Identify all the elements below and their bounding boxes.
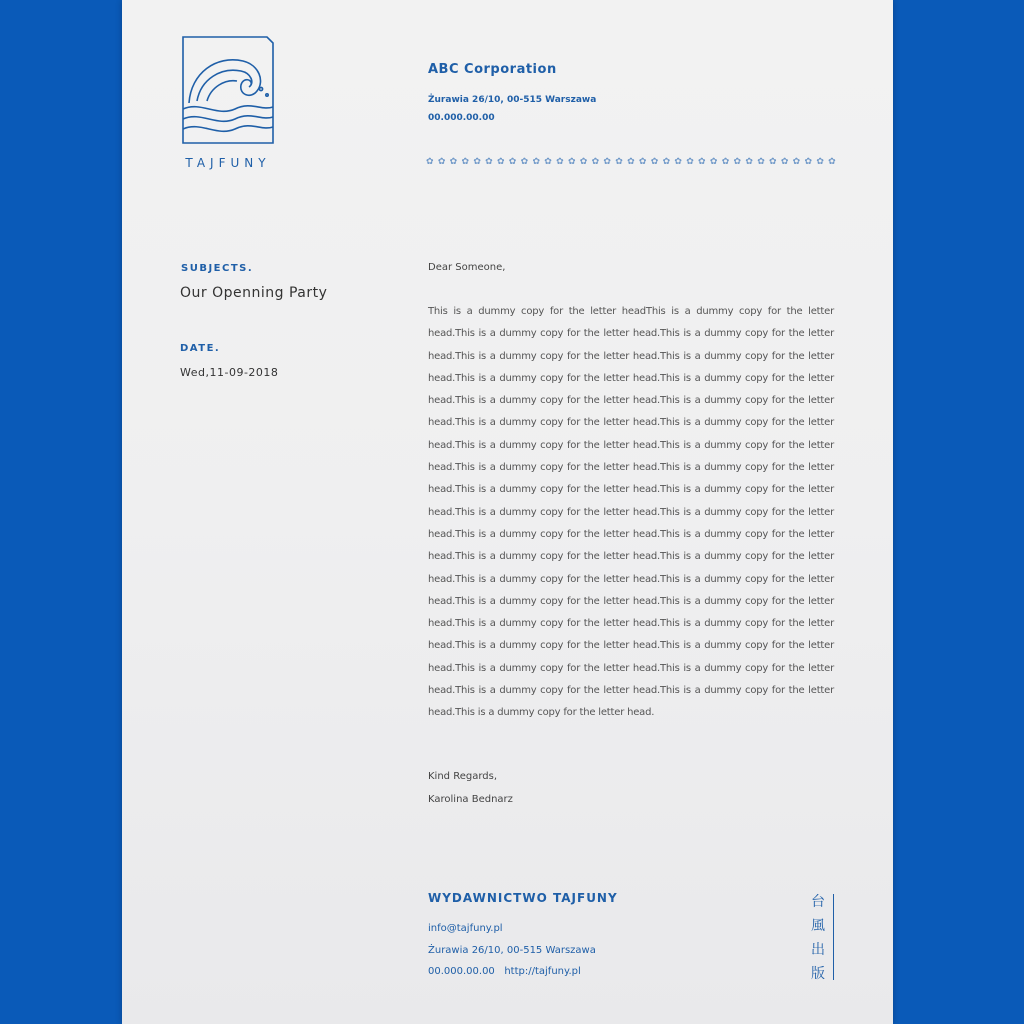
closing: Kind Regards,	[428, 771, 497, 782]
vertical-char: 風	[811, 918, 825, 934]
footer-website: http://tajfuny.pl	[504, 966, 581, 977]
vertical-char: 出	[811, 942, 825, 958]
vertical-char: 台	[811, 894, 825, 910]
letter-body: This is a dummy copy for the letter headThis is a dummy copy for the letter head.This is a dummy copy for the letter head.This is a dummy copy for the letter head.This is a dummy copy for the letter head.This is a dummy copy for the letter head.This is a dummy copy for the letter head.This is a dummy copy for the letter head.This is a dummy copy for the letter head.This is a dummy copy for the letter head.This is a dummy copy for the letter head.This is a dummy copy for the letter head.This is a dummy copy for the letter head.This is a dummy copy for the letter head.This is a dummy copy for the letter head.This is a dummy copy for the letter head.This is a dummy copy for the letter head.This is a dummy copy for the letter head.This is a dummy copy for the letter head.This is a dummy copy for the letter head.This is a dummy copy for the letter head.This is a dummy copy for the letter head.This is a dummy copy for the letter head.This is a dummy copy for the letter head.This is a dummy copy for the letter head.This is a dummy copy for the letter head.This is a dummy copy for the letter head.This is a dummy copy for the letter head.This is a dummy copy for the letter head.This is a dummy copy for the letter head.This is a dummy copy for the letter head.This is a dummy copy for the letter head.This is a dummy copy for the letter head.This is a dummy copy for the letter head.This is a dummy copy for the letter head.This is a dummy copy for the letter head.This is a dummy copy for the letter head.	[428, 306, 834, 719]
company-address: Żurawia 26/10, 00-515 Warszawa	[428, 95, 597, 105]
company-name: ABC Corporation	[428, 62, 557, 77]
brand-wordmark: TAJFUNY	[185, 156, 271, 170]
footer-phone: 00.000.00.00	[428, 966, 495, 977]
date-value: Wed,11-09-2018	[180, 366, 279, 379]
vertical-char: 版	[811, 966, 825, 982]
footer-address: Żurawia 26/10, 00-515 Warszawa	[428, 945, 596, 956]
salutation: Dear Someone,	[428, 262, 506, 273]
date-label: DATE.	[180, 343, 221, 354]
company-phone: 00.000.00.00	[428, 113, 495, 123]
subjects-label: SUBJECTS.	[181, 263, 254, 274]
wave-logo-icon	[181, 33, 275, 145]
footer-contact	[428, 966, 581, 977]
signer-name: Karolina Bednarz	[428, 794, 513, 805]
footer-title: WYDAWNICTWO TAJFUNY	[428, 891, 618, 905]
footer-email: info@tajfuny.pl	[428, 923, 503, 934]
vertical-mark	[810, 890, 826, 986]
subject-value: Our Openning Party	[180, 285, 328, 301]
decorative-divider: ✿ ✿ ✿ ✿ ✿ ✿ ✿ ✿ ✿ ✿ ✿ ✿ ✿ ✿ ✿ ✿ ✿ ✿ ✿ ✿ ✿ ✿ ✿ ✿ ✿ ✿ ✿ ✿ ✿ ✿ ✿ ✿ ✿ ✿ ✿	[426, 157, 836, 167]
vertical-rule	[833, 894, 834, 980]
